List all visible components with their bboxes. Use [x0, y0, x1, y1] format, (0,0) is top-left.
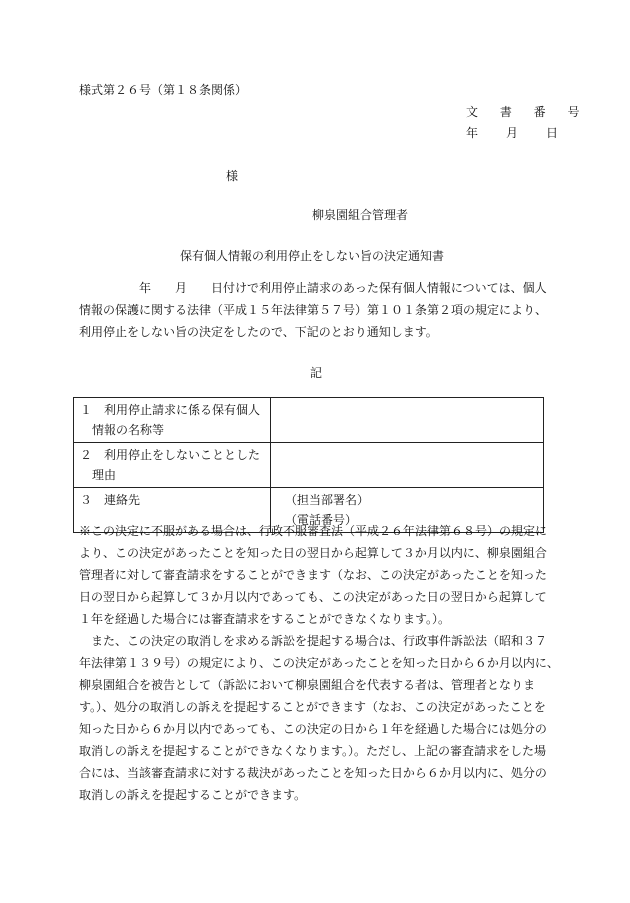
- table-row: [74, 443, 544, 488]
- detail-table: [73, 397, 544, 533]
- body-line: 情報の保護に関する法律（平成１５年法律第５７号）第１０１条第２項の規定により、: [79, 303, 548, 317]
- note-line: 取消しの訴えを提起することができなくなります。）。ただし、上記の審査請求をした場: [79, 744, 547, 758]
- contact-department: （担当部署名）: [285, 493, 370, 507]
- sender-name: 柳泉園組合管理者: [312, 208, 409, 222]
- note-line: 日の翌日から起算して３か月以内であっても、この決定があった日の翌日から起算して: [79, 590, 547, 604]
- ki-heading: 記: [310, 366, 323, 380]
- row-label: [74, 443, 271, 488]
- note-line: 年法律第１３９号）の規定により、この決定があったことを知った日から６か月以内に、: [79, 656, 559, 670]
- date-day: 日: [546, 126, 559, 140]
- contact-phone: （電話番号）: [285, 513, 358, 527]
- document-date: [466, 124, 558, 141]
- note-line: １年を経過した場合には審査請求をすることができなくなります。）。: [79, 612, 451, 626]
- date-year: 年: [466, 126, 479, 140]
- label-line: ３ 連絡先: [80, 493, 141, 507]
- label-line: 理由: [80, 468, 117, 482]
- document-number-label: 文 書 番 号: [466, 105, 589, 119]
- label-line: ２ 利用停止をしないこととした: [80, 448, 261, 462]
- form-number: 様式第２６号（第１８条関係）: [79, 83, 248, 97]
- body-line: 利用停止をしない旨の決定をしたので、下記のとおり通知します。: [79, 325, 438, 339]
- note-line: また、この決定の取消しを求める訴訟を提起する場合は、行政事件訴訟法（昭和３７: [79, 634, 548, 648]
- date-month: 月: [506, 126, 519, 140]
- note-line: 柳泉園組合を被告として（訴訟において柳泉園組合を代表する者は、管理者となりま: [79, 678, 536, 692]
- document-title: 保有個人情報の利用停止をしない旨の決定通知書: [180, 249, 445, 263]
- label-line: 情報の名称等: [80, 423, 165, 437]
- row-value: [271, 443, 544, 488]
- addressee-honorific: 様: [226, 169, 239, 183]
- note-line: ※この決定に不服がある場合は、行政不服審査法（平成２６年法律第６８号）の規定に: [79, 524, 548, 538]
- note-line: す。）、処分の取消しの訴えを提起することができます（なお、この決定があったことを: [79, 700, 546, 714]
- row-label: [74, 398, 271, 443]
- appeal-notes: [79, 520, 559, 806]
- notice-body: [79, 277, 559, 343]
- note-line: 管理者に対して審査請求をすることができます（なお、この決定があったことを知った: [79, 568, 547, 582]
- label-line: １ 利用停止請求に係る保有個人: [80, 403, 261, 417]
- note-line: 合には、当該審査請求に対する裁決があったことを知った日から６か月以内に、処分の: [79, 766, 547, 780]
- table-row: [74, 398, 544, 443]
- row-value: [271, 398, 544, 443]
- note-line: より、この決定があったことを知った日の翌日から起算して３か月以内に、柳泉園組合: [79, 546, 547, 560]
- body-line: 年 月 日付けで利用停止請求のあった保有個人情報については、個人: [79, 281, 547, 295]
- note-line: 知った日から６か月以内であっても、この決定の日から１年を経過した場合には処分の: [79, 722, 547, 736]
- note-line: 取消しの訴えを提起することができます。: [79, 788, 307, 802]
